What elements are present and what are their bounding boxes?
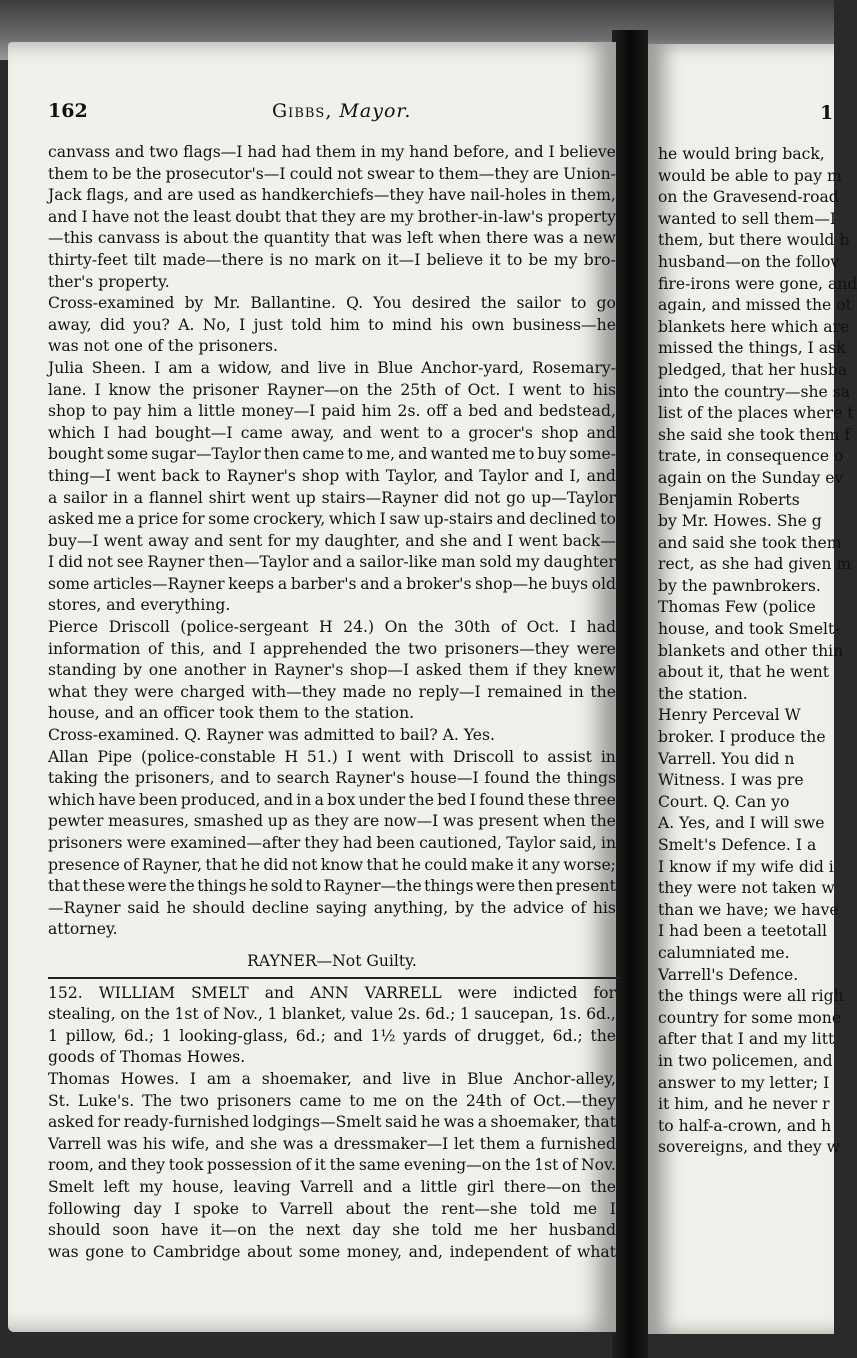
text-line: rect, as she had given m	[658, 555, 852, 574]
text-line: pledged, that her husba	[658, 360, 848, 379]
text-line: again on the Sunday ev	[658, 468, 844, 487]
text-line: would be able to pay m	[658, 166, 842, 185]
text-line: Jack flags, and are used as handkerchiefs—they have nail-holes in them,	[48, 186, 616, 205]
text-line: stores, and everything.	[48, 596, 231, 615]
text-line: lane. I know the prisoner Rayner—on the 25th of Oct. I went to his	[48, 380, 616, 399]
text-line: Thomas Few (police	[658, 598, 816, 617]
text-line: presence of Rayner, that he did not know that he could make it any worse;	[48, 855, 616, 874]
text-line: about it, that he went	[658, 663, 830, 682]
text-line: a sailor in a flannel shirt went up stairs—Rayner did not go up—Taylor	[48, 488, 616, 507]
text-line: again, and missed the ot	[658, 296, 852, 315]
text-line: goods of Thomas Howes.	[48, 1048, 246, 1067]
left-page	[8, 42, 616, 1332]
text-line: missed the things, I ask	[658, 339, 846, 358]
text-line: which have been produced, and in a box under the bed I found these three	[48, 790, 616, 809]
text-line: should soon have it—on the next day she told me her husband	[48, 1221, 616, 1240]
text-line: Allan Pipe (police-constable H 51.) I went with Driscoll to assist in	[48, 747, 616, 766]
text-line: after that I and my litt	[658, 1030, 835, 1049]
text-line: taking the prisoners, and to search Rayner's house—I found the things	[48, 769, 616, 788]
text-line: Court. Q. Can yo	[658, 792, 790, 811]
text-line: —Rayner said he should decline saying anything, by the advice of his	[48, 898, 616, 917]
text-line: standing by one another in Rayner's shop—I asked them if they knew	[48, 661, 616, 680]
text-line: St. Luke's. The two prisoners came to me on the 24th of Oct.—they	[48, 1091, 616, 1110]
text-line: broker. I produce the	[658, 728, 826, 747]
running-head-title: Mayor.	[339, 100, 412, 122]
text-line: following day I spoke to Varrell about the rent—she told me I	[48, 1199, 616, 1218]
text-line: they were not taken w	[658, 879, 835, 898]
text-line: thirty-feet tilt made—there is no mark on it—I believe it to be my bro-	[48, 250, 616, 269]
text-line: canvass and two flags—I had had them in my hand before, and I believe	[48, 143, 616, 161]
text-line: attorney.	[48, 920, 118, 939]
text-line: blankets and other thin	[658, 641, 844, 660]
text-line: I had been a teetotall	[658, 922, 828, 941]
text-line: Varrell's Defence.	[658, 965, 799, 984]
text-line: the station.	[658, 684, 748, 703]
text-line: blankets here which are	[658, 317, 850, 336]
running-head-name: Gibbs,	[272, 100, 333, 122]
running-header	[48, 100, 596, 124]
running-head	[272, 100, 411, 122]
text-line: ther's property.	[48, 272, 170, 291]
text-line: bought some sugar—Taylor then came to me, and wanted me to buy some-	[48, 445, 616, 464]
text-line: stealing, on the 1st of Nov., 1 blanket, value 2s. 6d.; 1 saucepan, 1s. 6d.,	[48, 1005, 616, 1024]
text-line: to half-a-crown, and h	[658, 1116, 832, 1135]
text-line: into the country—she sa	[658, 382, 850, 401]
text-line: Pierce Driscoll (police-sergeant H 24.) On the 30th of Oct. I had	[48, 618, 616, 637]
text-line: on the Gravesend-road	[658, 188, 839, 207]
right-page	[648, 44, 857, 1334]
text-line: it him, and he never r	[658, 1095, 830, 1114]
text-line: asked for ready-furnished lodgings—Smelt said he was a shoemaker, that	[48, 1113, 616, 1132]
text-line: fire-irons were gone, and	[658, 274, 857, 293]
text-line: shop to pay him a little money—I paid him 2s. off a bed and bedstead,	[48, 402, 616, 421]
text-line: country for some mone	[658, 1008, 842, 1027]
text-line: pewter measures, smashed up as they are now—I was present when the	[48, 812, 616, 831]
text-line: that these were the things he sold to Rayner—the things were then present	[48, 877, 616, 896]
text-line: sovereigns, and they w	[658, 1138, 840, 1157]
text-line: away, did you? A. No, I just told him to mind his own business—he	[48, 315, 616, 334]
text-line: and said she took them	[658, 533, 842, 552]
text-line: by the pawnbrokers.	[658, 576, 821, 595]
right-page-number: 1	[820, 102, 834, 124]
text-line: buy—I went away and sent for my daughter, and she and I went back—	[48, 531, 616, 550]
text-line: information of this, and I apprehended the two prisoners—they were	[48, 639, 616, 658]
text-line: Varrell was his wife, and she was a dressmaker—I let them a furnished	[48, 1134, 616, 1153]
text-line: husband—on the follov	[658, 252, 840, 271]
text-line: was gone to Cambridge about some money, and, independent of what	[48, 1242, 616, 1261]
left-page-body	[48, 142, 616, 1263]
text-line: Smelt left my house, leaving Varrell and a little girl there—on the	[48, 1177, 616, 1196]
book-spine-gutter	[612, 30, 648, 1358]
text-line: Julia Sheen. I am a widow, and live in Blue Anchor-yard, Rosemary-	[48, 358, 616, 377]
text-line: thing—I went back to Rayner's shop with Taylor, and Taylor and I, and	[48, 466, 616, 485]
text-line: asked me a price for some crockery, which I saw up-stairs and declined to	[48, 510, 616, 529]
text-line: the things were all righ	[658, 987, 844, 1006]
text-line: Henry Perceval W	[658, 706, 801, 725]
text-line: calumniated me.	[658, 943, 790, 962]
text-line: what they were charged with—they made no reply—I remained in the	[48, 682, 616, 701]
text-line: than we have; we have	[658, 900, 839, 919]
text-line: Witness. I was pre	[658, 771, 804, 790]
text-line: them to be the prosecutor's—I could not swear to them—they are Union-	[48, 164, 616, 183]
text-line: A. Yes, and I will swe	[658, 814, 825, 833]
text-line: wanted to sell them—I	[658, 209, 836, 228]
verdict: RAYNER—Not Guilty.	[247, 951, 417, 970]
text-line: house, and took Smelt-	[658, 620, 840, 639]
text-line: I did not see Rayner then—Taylor and a sailor-like man sold my daughter	[48, 553, 616, 572]
section-divider	[48, 977, 620, 979]
text-line: I know if my wife did i	[658, 857, 834, 876]
text-line: Cross-examined. Q. Rayner was admitted to bail? A. Yes.	[48, 726, 495, 745]
text-line: room, and they took possession of it the same evening—on the 1st of Nov.	[48, 1156, 616, 1175]
text-line: Varrell. You did n	[658, 749, 795, 768]
text-line: he would bring back,	[658, 145, 825, 163]
text-line: house, and an officer took them to the station.	[48, 704, 415, 723]
text-line: prisoners were examined—after they had been cautioned, Taylor said, in	[48, 834, 616, 852]
page-number: 162	[48, 100, 88, 122]
text-line: which I had bought—I came away, and went to a grocer's shop and	[48, 423, 616, 442]
text-line: —this canvass is about the quantity that was left when there was a new	[48, 229, 616, 248]
text-line: Thomas Howes. I am a shoemaker, and live in Blue Anchor-alley,	[48, 1069, 616, 1088]
text-line: by Mr. Howes. She g	[658, 512, 822, 531]
text-line: in two policemen, and	[658, 1051, 833, 1070]
text-line: 1 pillow, 6d.; 1 looking-glass, 6d.; and 1½ yards of drugget, 6d.; the	[48, 1026, 616, 1045]
text-line: Smelt's Defence. I a	[658, 836, 817, 854]
right-page-body	[658, 144, 857, 1159]
text-line: some articles—Rayner keeps a barber's and a broker's shop—he buys old	[48, 574, 616, 593]
text-line: Cross-examined by Mr. Ballantine. Q. You desired the sailor to go	[48, 294, 616, 313]
text-line: Benjamin Roberts	[658, 490, 800, 509]
text-line: 152. WILLIAM SMELT and ANN VARRELL were indicted for	[48, 983, 616, 1002]
text-line: and I have not the least doubt that they are my brother-in-law's property	[48, 207, 616, 226]
text-line: she said she took them f	[658, 425, 851, 444]
text-line: list of the places where t	[658, 404, 854, 423]
text-line: was not one of the prisoners.	[48, 337, 278, 356]
text-line: answer to my letter; I	[658, 1073, 830, 1092]
text-line: them, but there would b	[658, 231, 850, 250]
spacer	[48, 941, 616, 951]
text-line: trate, in consequence o	[658, 447, 844, 466]
